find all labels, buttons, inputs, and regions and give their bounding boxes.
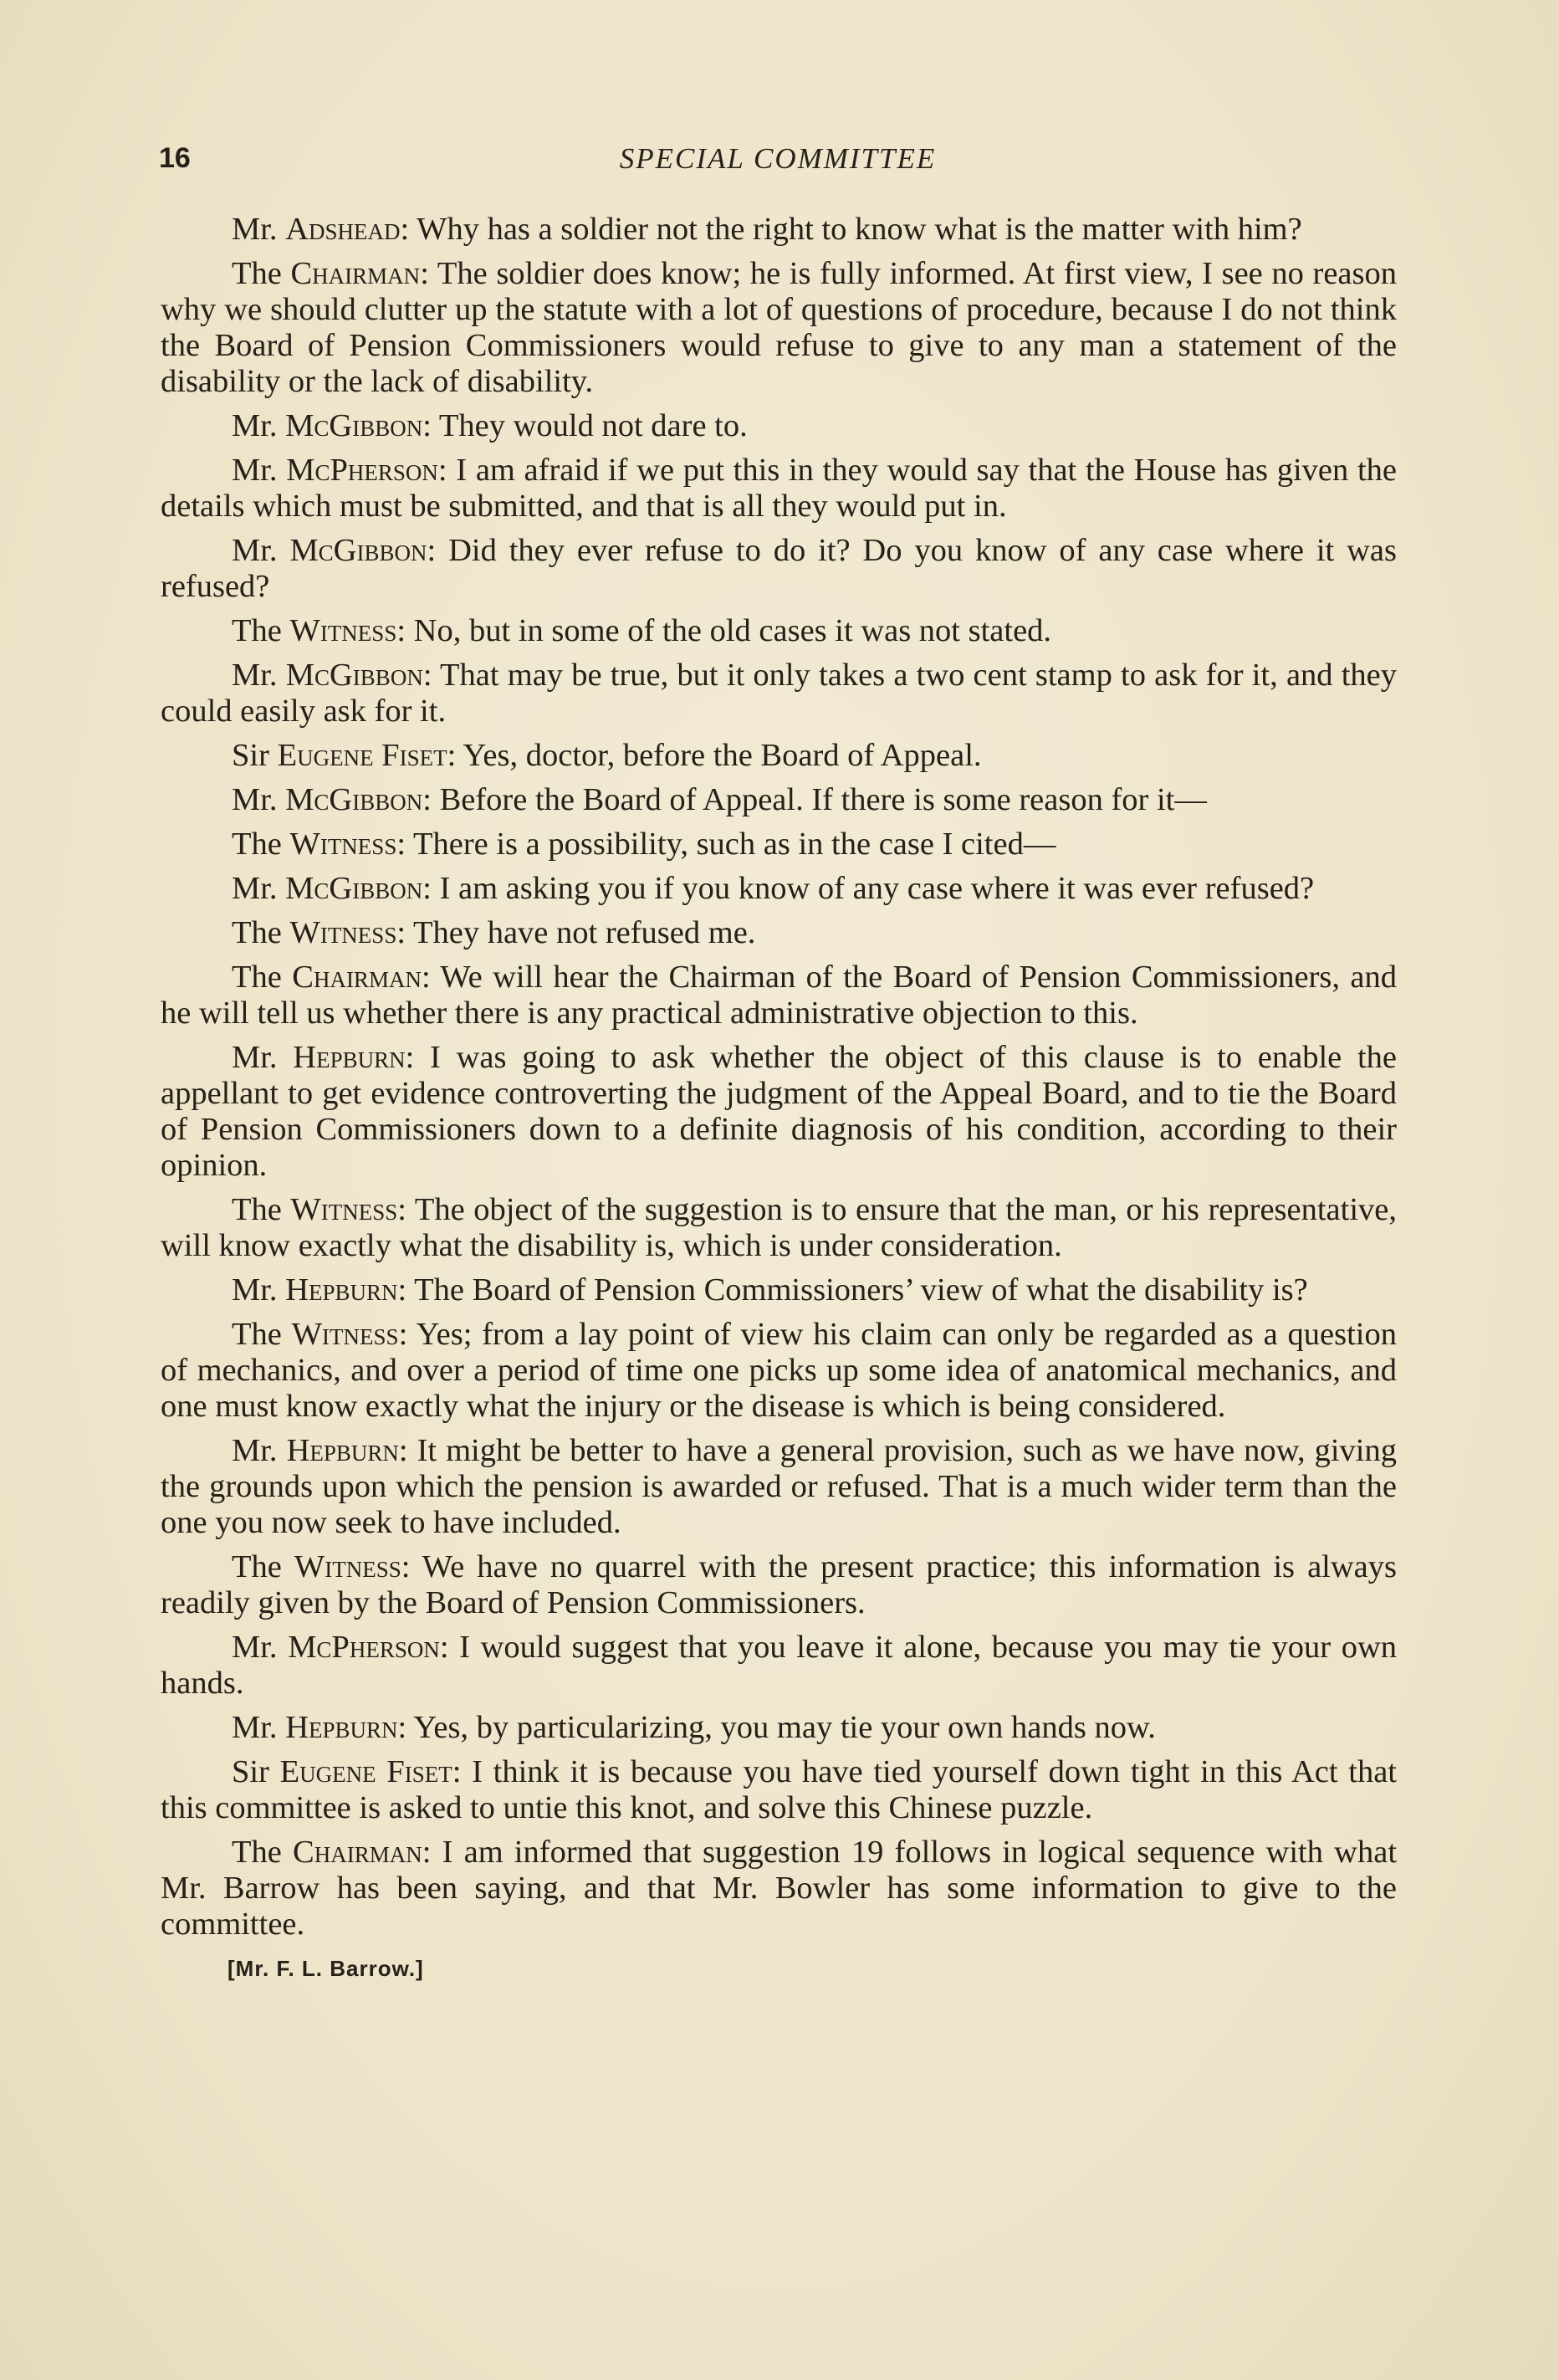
speaker-name: Witness xyxy=(289,915,397,950)
speaker-name: McGibbon xyxy=(285,658,423,693)
speaker-name: McGibbon xyxy=(285,408,423,443)
speaker-title: The xyxy=(232,1549,282,1584)
speaker-title: The xyxy=(232,613,282,648)
speech-text: : Did they ever refuse to do it? Do you know of any case where it was refused? xyxy=(161,533,1397,604)
speech-text: : I think it is because you have tied yourself down tight in this Act that this committee is asked to untie this knot, and solve this Chinese puzzle. xyxy=(161,1754,1398,1825)
speaker-name: Chairman xyxy=(290,256,421,291)
speech-text: : They have not refused me. xyxy=(396,915,756,950)
transcript-paragraph xyxy=(161,871,1397,907)
speaker-title: The xyxy=(232,1317,282,1352)
speaker-name: Hepburn xyxy=(285,1272,398,1308)
transcript-paragraph xyxy=(161,658,1397,729)
speech-text: : The soldier does know; he is fully informed. At first view, I see no reason why we should clutter up the statute with a lot of questions of procedure, because I do not think the Board of Pension Commissioners would refuse to give to any man a statement of the disability or the lack of disability. xyxy=(161,256,1397,399)
speech-text: : Yes; from a lay point of view his claim can only be regarded as a question of mechanics, and over a period of time one picks up some idea of anatomical mechanics, and one must know exactly what the injury or the disease is which is being considered. xyxy=(161,1317,1397,1424)
speaker-title: Mr. xyxy=(232,1040,278,1075)
transcript-paragraph xyxy=(161,1272,1397,1308)
speaker-title: The xyxy=(232,256,282,291)
speaker-name: Witness xyxy=(294,1549,401,1584)
speaker-name: McPherson xyxy=(286,453,438,488)
speaker-name: Witness xyxy=(291,1317,399,1352)
transcript-paragraph xyxy=(161,1754,1397,1826)
speech-text: : It might be better to have a general provision, such as we have now, giving the grounds upon which the pension is awarded or refused. That is a much wider term than the one you now seek to have included. xyxy=(161,1433,1397,1540)
speaker-name: McGibbon xyxy=(289,533,427,568)
transcript-paragraph xyxy=(161,408,1397,444)
speaker-title: Mr. xyxy=(232,658,278,693)
speaker-name: Adshead xyxy=(285,212,401,247)
page-header xyxy=(159,142,1397,184)
speech-text: : The Board of Pension Commissioners’ view of what the disability is? xyxy=(397,1272,1308,1308)
speech-text: : I was going to ask whether the object of this clause is to enable the appellant to get evidence controverting the judgment of the Appeal Board, and to tie the Board of Pension Commissioners down to a definite diagnosis of his condition, according to their opinion. xyxy=(161,1040,1398,1183)
speaker-name: Eugene Fiset xyxy=(279,1754,452,1789)
speech-text: : We have no quarrel with the present practice; this information is always readily given by the Board of Pension Commissioners. xyxy=(161,1549,1397,1620)
transcript-paragraph xyxy=(161,1040,1397,1184)
speech-text: : The object of the suggestion is to ensure that the man, or his representative, will know exactly what the disability is, which is under consideration. xyxy=(161,1192,1398,1263)
speaker-title: The xyxy=(232,960,282,995)
speaker-title: Sir xyxy=(232,1754,269,1789)
transcript-paragraph xyxy=(161,915,1397,951)
speech-text: : Before the Board of Appeal. If there is some reason for it— xyxy=(422,782,1207,817)
transcript-paragraph xyxy=(161,1549,1397,1621)
speech-text: : No, but in some of the old cases it was not stated. xyxy=(396,613,1052,648)
transcript-paragraph xyxy=(161,533,1397,605)
speaker-title: The xyxy=(232,827,282,862)
speech-text: : That may be true, but it only takes a two cent stamp to ask for it, and they could easily ask for it. xyxy=(161,658,1398,729)
speaker-title: Mr. xyxy=(232,1272,278,1308)
transcript-paragraph xyxy=(161,212,1397,248)
speaker-name: McGibbon xyxy=(285,871,423,906)
speech-text: : I am asking you if you know of any case where it was ever refused? xyxy=(422,871,1315,906)
speaker-name: Hepburn xyxy=(285,1710,398,1745)
speaker-name: Hepburn xyxy=(286,1433,399,1468)
speech-text: : Yes, by particularizing, you may tie your own hands now. xyxy=(397,1710,1156,1745)
speech-text: : I would suggest that you leave it alone, because you may tie your own hands. xyxy=(161,1630,1398,1701)
speaker-title: The xyxy=(232,915,282,950)
transcript-paragraph xyxy=(161,738,1397,774)
transcript-paragraph xyxy=(161,453,1397,525)
speech-text: : There is a possibility, such as in the case I cited— xyxy=(396,827,1056,862)
speech-text: : I am informed that suggestion 19 follows in logical sequence with what Mr. Barrow has been saying, and that Mr. Bowler has some information to give to the committee. xyxy=(161,1835,1398,1942)
transcript-paragraph xyxy=(161,613,1397,649)
speaker-title: Mr. xyxy=(232,408,278,443)
transcript-paragraph xyxy=(161,1317,1397,1425)
speaker-name: Witness xyxy=(289,613,397,648)
speaker-name: Witness xyxy=(290,1192,398,1227)
speech-text: : We will hear the Chairman of the Board of Pension Commissioners, and he will tell us whether there is any practical administrative objection to this. xyxy=(161,960,1398,1031)
transcript-paragraph xyxy=(161,256,1397,400)
transcript-body xyxy=(161,212,1397,1987)
speaker-title: The xyxy=(232,1192,282,1227)
speaker-title: Mr. xyxy=(232,212,278,247)
speaker-title: Mr. xyxy=(232,453,278,488)
transcript-paragraph xyxy=(161,827,1397,862)
speaker-title: Mr. xyxy=(232,871,278,906)
speaker-name: McGibbon xyxy=(285,782,423,817)
transcript-paragraph xyxy=(161,782,1397,818)
speaker-name: Eugene Fiset xyxy=(277,738,447,773)
speaker-title: The xyxy=(232,1835,282,1870)
page-number: 16 xyxy=(159,142,191,174)
speech-text: : I am afraid if we put this in they would say that the House has given the details which must be submitted, and that is all they would put in. xyxy=(161,453,1397,524)
speaker-name: Witness xyxy=(289,827,397,862)
speaker-name: Hepburn xyxy=(293,1040,406,1075)
running-title: SPECIAL COMMITTEE xyxy=(619,142,937,175)
witness-reference: [Mr. F. L. Barrow.] xyxy=(227,1956,424,1981)
speaker-title: Mr. xyxy=(232,1433,278,1468)
transcript-paragraph xyxy=(161,960,1397,1031)
speaker-title: Sir xyxy=(232,738,269,773)
transcript-paragraph xyxy=(161,1710,1397,1746)
transcript-paragraph xyxy=(161,1630,1397,1702)
speaker-title: Mr. xyxy=(232,1710,278,1745)
speaker-title: Mr. xyxy=(232,1630,278,1665)
transcript-paragraph xyxy=(161,1835,1397,1942)
speech-text: : They would not dare to. xyxy=(422,408,748,443)
speech-text: : Why has a soldier not the right to know what is the matter with him? xyxy=(400,212,1302,247)
speaker-name: Chairman xyxy=(292,960,422,995)
transcript-paragraph xyxy=(161,1192,1397,1264)
speaker-title: Mr. xyxy=(232,782,278,817)
speaker-title: Mr. xyxy=(232,533,278,568)
speech-text: : Yes, doctor, before the Board of Appeal. xyxy=(447,738,982,773)
speaker-name: Chairman xyxy=(293,1835,422,1870)
transcript-paragraph xyxy=(161,1433,1397,1541)
speaker-name: McPherson xyxy=(288,1630,440,1665)
